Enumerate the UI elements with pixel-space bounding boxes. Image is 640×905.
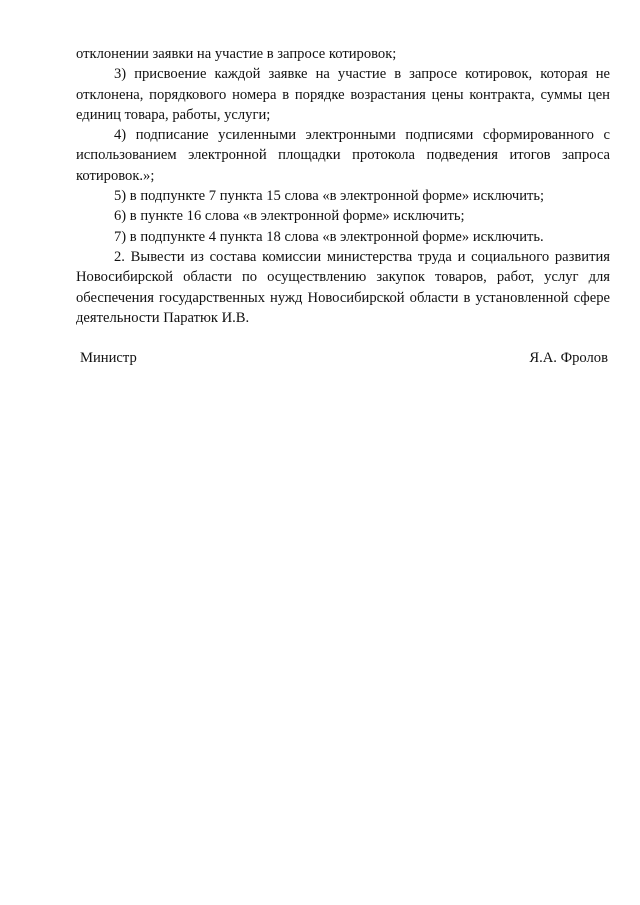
signature-position: Министр — [80, 350, 137, 366]
signature-name: Я.А. Фролов — [529, 350, 608, 366]
paragraph-5: 6) в пункте 16 слова «в электронной форме» исключить; — [114, 208, 465, 225]
signature-block — [80, 348, 608, 368]
paragraph-1: отклонении заявки на участие в запросе котировок; — [76, 46, 397, 62]
paragraph-7: 2. Вывести из состава комиссии министерства труда и социального развития Новосибирской области по осуществлению закупок товаров, работ, услуг для обеспечения государственных нужд Новосибирской области в установленной сфере деятельности Паратюк И.В. — [76, 248, 610, 326]
paragraph-6: 7) в подпункте 4 пункта 18 слова «в электронной форме» исключить. — [114, 228, 544, 245]
paragraph-2: 3) присвоение каждой заявке на участие в запросе котировок, которая не отклонена, порядкового номера в порядке возрастания цены контракта, суммы цен единиц товара, работы, услуги; — [76, 66, 610, 123]
paragraph-3: 4) подписание усиленными электронными подписями сформированного с использованием электронной площадки протокола подведения итогов запроса котировок.»; — [76, 127, 610, 184]
paragraph-4: 5) в подпункте 7 пункта 15 слова «в электронной форме» исключить; — [114, 188, 545, 205]
document-body — [76, 44, 610, 328]
